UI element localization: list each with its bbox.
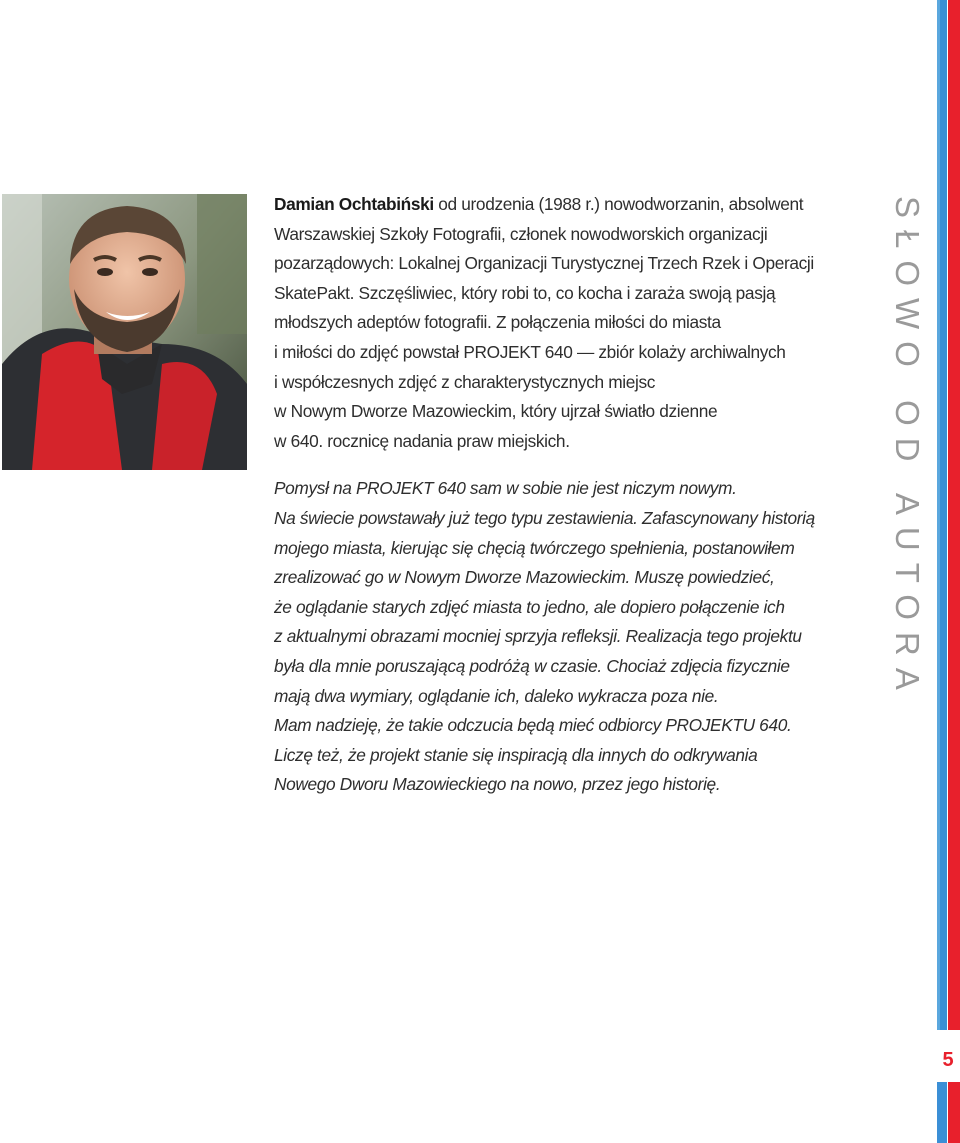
statement-line: mają dwa wymiary, oglądanie ich, daleko wykracza poza nie. <box>274 685 719 706</box>
edge-stripe-blue-bottom <box>937 1082 947 1143</box>
statement-line: Pomysł na PROJEKT 640 sam w sobie nie jest niczym nowym. <box>274 478 737 499</box>
section-title-text: SŁOWO OD AUTORA <box>889 196 926 702</box>
page-number: 5 <box>942 1049 954 1071</box>
edge-stripe-red-bottom <box>948 1082 960 1143</box>
edge-stripe-blue <box>940 0 947 1030</box>
author-portrait <box>2 194 247 470</box>
author-bio <box>274 190 834 456</box>
bio-line: młodszych adeptów fotografii. Z połączenia miłości do miasta <box>274 312 721 333</box>
bio-line: w Nowym Dworze Mazowieckim, który ujrzał światło dzienne <box>274 401 718 422</box>
author-portrait-illustration <box>2 194 247 470</box>
bio-line: i miłości do zdjęć powstał PROJEKT 640 — zbiór kolaży archiwalnych <box>274 341 786 362</box>
bio-line: w 640. rocznicę nadania praw miejskich. <box>274 430 570 451</box>
author-name: Damian Ochtabiński <box>274 194 434 214</box>
section-title-vertical <box>880 196 934 702</box>
edge-stripe-red <box>948 0 960 1030</box>
statement-line: zrealizować go w Nowym Dworze Mazowieckim. Muszę powiedzieć, <box>274 567 775 588</box>
statement-line: Liczę też, że projekt stanie się inspiracją dla innych do odkrywania <box>274 744 758 765</box>
author-text <box>274 190 834 800</box>
bio-line: SkatePakt. Szczęśliwiec, który robi to, co kocha i zaraża swoją pasją <box>274 282 776 303</box>
statement-line: była dla mnie poruszającą podróżą w czasie. Chociaż zdjęcia fizycznie <box>274 655 790 676</box>
statement-line: Na świecie powstawały już tego typu zestawienia. Zafascynowany historią <box>274 507 815 528</box>
bio-line: Warszawskiej Szkoły Fotografii, członek nowodworskich organizacji <box>274 223 768 244</box>
author-statement <box>274 474 834 800</box>
statement-line: Nowego Dworu Mazowieckiego na nowo, przez jego historię. <box>274 774 721 795</box>
bio-line: Damian Ochtabiński od urodzenia (1988 r.) nowodworzanin, absolwent <box>274 194 804 214</box>
bio-line: pozarządowych: Lokalnej Organizacji Turystycznej Trzech Rzek i Operacji <box>274 253 814 274</box>
bio-line: i współczesnych zdjęć z charakterystycznych miejsc <box>274 371 656 392</box>
statement-line: że oglądanie starych zdjęć miasta to jedno, ale dopiero połączenie ich <box>274 596 785 617</box>
statement-line: Mam nadzieję, że takie odczucia będą mieć odbiorcy PROJEKTU 640. <box>274 715 792 736</box>
statement-line: mojego miasta, kierując się chęcią twórczego spełnienia, postanowiłem <box>274 537 795 558</box>
statement-line: z aktualnymi obrazami mocniej sprzyja refleksji. Realizacja tego projektu <box>274 626 802 647</box>
